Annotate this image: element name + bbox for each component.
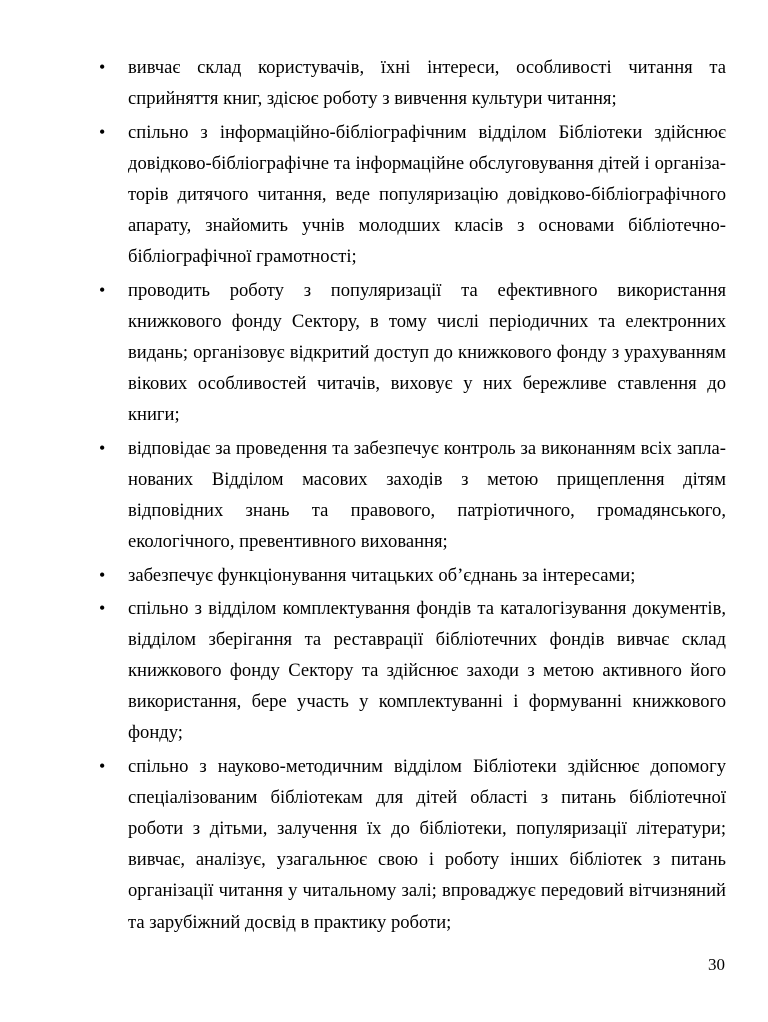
list-item-text: спільно з науково-методичним відділом Бібліотеки здійснює допомогу спеціалізованим бібліотекам для дітей області з питань бібліотечної роботи з дітьми, залучення їх до бібліотеки, популяризації літератури; вивчає, аналізує, узагальнює свою і роботу інших бібліотек з питань організації читання у читальному залі; впроваджує передовий вітчизняний та зарубіжний досвід в практику роботи; [128,756,726,933]
list-item [96,275,726,430]
list-item [96,117,726,272]
duties-bullet-list [96,52,726,940]
list-item [96,751,726,938]
bullet-icon: • [99,598,106,619]
bullet-icon: • [99,564,106,585]
list-item-text: забезпечує функціонування читацьких об’єднань за інтересами; [128,564,636,586]
page-number: 30 [708,955,725,974]
list-item-text: спільно з відділом комплектування фондів та каталогізування документів, відділом зберігання та реставрації бібліотечних фондів вивчає склад книжкового фонду Сектору та здійснює заходи з метою активного його використання, бере участь у комплектуванні і формуванні книжкового фонду; [128,598,726,744]
list-item [96,52,726,114]
list-item [96,433,726,557]
list-item-text: вивчає склад користувачів, їхні інтереси, особливості читання та сприйняття книг, здісює роботу з вивчення культури читання; [128,57,726,110]
bullet-icon: • [99,279,106,300]
bullet-icon: • [99,756,106,777]
bullet-icon: • [99,437,106,458]
list-item-text: спільно з інформаційно-бібліографічним відділом Бібліотеки здійснює довідково-бібліографічне та інформаційне обслуговування дітей і організаторів дитячого читання, веде популяризацію довідково-бібліографічного апарату, знайомить учнів молодших класів з основами бібліотечно-бібліографічної грамотності; [128,121,726,268]
list-item [96,560,726,591]
bullet-icon: • [99,57,106,77]
list-item-text: проводить роботу з популяризації та ефективного використання книжкового фонду Сектору, в тому числі періодичних та електронних видань; організовує відкритий доступ до книжкового фонду з урахуванням вікових особливостей читачів, виховує у них бережливе ставлення до книги; [128,279,726,426]
list-item-text: відповідає за проведення та забезпечує контроль за виконанням всіх запланованих Відділом масових заходів з метою прищеплення дітям відповідних знань та правового, патріотичного, громадянського, екологічного, превентивного виховання; [128,437,726,552]
bullet-icon: • [99,121,106,142]
list-item [96,593,726,748]
